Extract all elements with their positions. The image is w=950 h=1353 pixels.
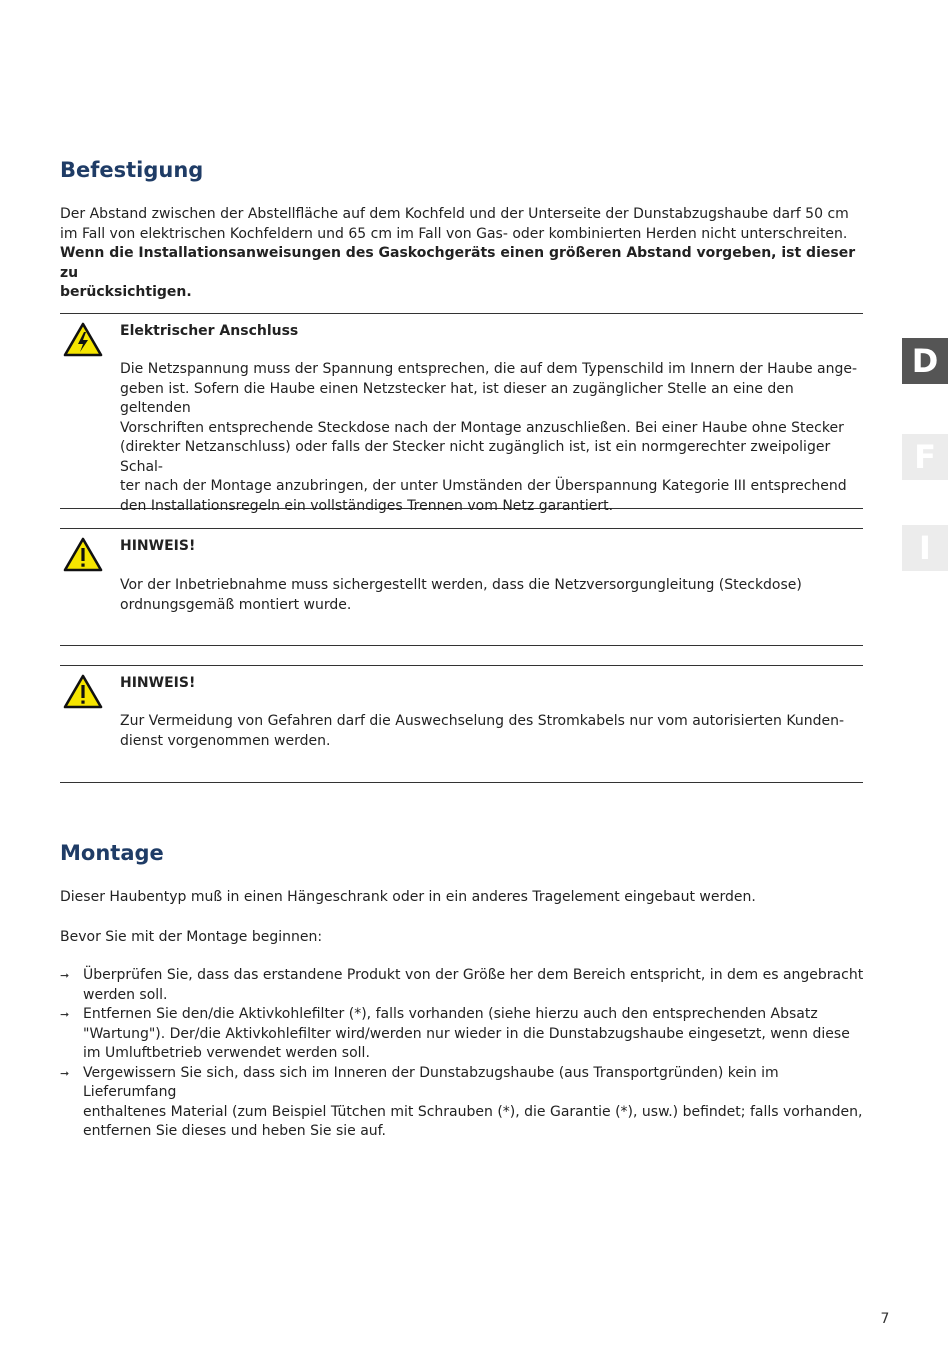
notice-line: den Installationsregeln ein vollständiges Trennen vom Netz garantiert.: [120, 497, 614, 514]
befestigung-paragraph: [60, 205, 860, 303]
arrow-bullet-icon: ➞: [60, 1008, 70, 1021]
list-item-line: Überprüfen Sie, dass das erstandene Produkt von der Größe her dem Bereich entspricht, in dem es angebracht: [83, 967, 864, 983]
montage-before: Bevor Sie mit der Montage beginnen:: [60, 929, 323, 945]
paragraph-bold-line: berücksichtigen.: [60, 284, 192, 300]
montage-checklist: [60, 966, 865, 1142]
list-item-line: Vergewissern Sie sich, dass sich im Inneren der Dunstabzugshaube (aus Transportgründen) kein im Lieferumfang: [83, 1064, 779, 1100]
section-title-befestigung: Befestigung: [60, 158, 204, 182]
warning-icon: [63, 674, 103, 714]
list-item-line: werden soll.: [83, 986, 168, 1003]
section-title-montage: Montage: [60, 841, 164, 865]
notice-body: [120, 576, 862, 615]
notice-line: Zur Vermeidung von Gefahren darf die Auswechselung des Stromkabels nur vom autorisierten Kunden-: [120, 713, 845, 729]
notice-line: Die Netzspannung muss der Spannung entsprechen, die auf dem Typenschild im Innern der Haube ange-: [120, 361, 858, 377]
paragraph-bold-line: Wenn die Installationsanweisungen des Gaskochgeräts einen größeren Abstand vorgeben, ist dieser zu: [60, 245, 856, 281]
notice-line: ordnungsgemäß montiert wurde.: [120, 596, 352, 613]
arrow-bullet-icon: ➞: [60, 969, 70, 982]
notice-line: (direkter Netzanschluss) oder falls der Stecker nicht zugänglich ist, ist ein normgerechter zweipoliger Schal-: [120, 439, 831, 475]
notice-title: Elektrischer Anschluss: [120, 323, 299, 339]
notice-title: HINWEIS!: [120, 675, 196, 691]
list-item-line: "Wartung"). Der/die Aktivkohlefilter wird/werden nur wieder in die Dunstabzugshaube eingesetzt, wenn diese: [83, 1025, 850, 1042]
paragraph-line: Der Abstand zwischen der Abstellfläche auf dem Kochfeld und der Unterseite der Dunstabzugshaube darf 50 cm: [60, 206, 849, 222]
list-item-line: enthaltenes Material (zum Beispiel Tütchen mit Schrauben (*), die Garantie (*), usw.) befindet; falls vorhanden,: [83, 1103, 863, 1120]
notice-line: ter nach der Montage anzubringen, der unter Umständen der Überspannung Kategorie III entsprechend: [120, 478, 847, 494]
notice-body: [120, 360, 862, 516]
list-item-line: entfernen Sie dieses und heben Sie sie auf.: [83, 1123, 387, 1139]
list-item-line: im Umluftbetrieb verwendet werden soll.: [83, 1045, 370, 1061]
list-item: [60, 1005, 865, 1064]
page-number: 7: [880, 1311, 890, 1327]
notice-line: geben ist. Sofern die Haube einen Netzstecker hat, ist dieser an zugänglicher Stelle an eine den geltenden: [120, 380, 794, 416]
language-tab-f[interactable]: F: [902, 434, 948, 480]
notice-hinweis-1: [60, 528, 863, 646]
list-item: [60, 1064, 865, 1142]
montage-intro: Dieser Haubentyp muß in einen Hängeschrank oder in ein anderes Tragelement eingebaut werden.: [60, 889, 756, 905]
notice-line: Vor der Inbetriebnahme muss sichergestellt werden, dass die Netzversorgungleitung (Steckdose): [120, 577, 802, 593]
list-item-line: Entfernen Sie den/die Aktivkohlefilter (*), falls vorhanden (siehe hierzu auch den entsprechenden Absatz: [83, 1006, 818, 1022]
electrical-hazard-icon: [63, 322, 103, 362]
language-tab-d[interactable]: D: [902, 338, 948, 384]
notice-hinweis-2: [60, 665, 863, 783]
notice-title: HINWEIS!: [120, 538, 196, 554]
warning-icon: [63, 537, 103, 577]
notice-electrical-connection: [60, 313, 863, 514]
language-tab-i[interactable]: I: [902, 525, 948, 571]
notice-body: [120, 712, 862, 751]
notice-line: dienst vorgenommen werden.: [120, 732, 331, 749]
list-item: [60, 966, 865, 1005]
notice-line: Vorschriften entsprechende Steckdose nach der Montage anzuschließen. Bei einer Haube ohne Stecker: [120, 419, 844, 436]
arrow-bullet-icon: ➞: [60, 1066, 70, 1080]
paragraph-line: im Fall von elektrischen Kochfeldern und 65 cm im Fall von Gas- oder kombinierten Herden nicht unterschreiten.: [60, 225, 848, 242]
